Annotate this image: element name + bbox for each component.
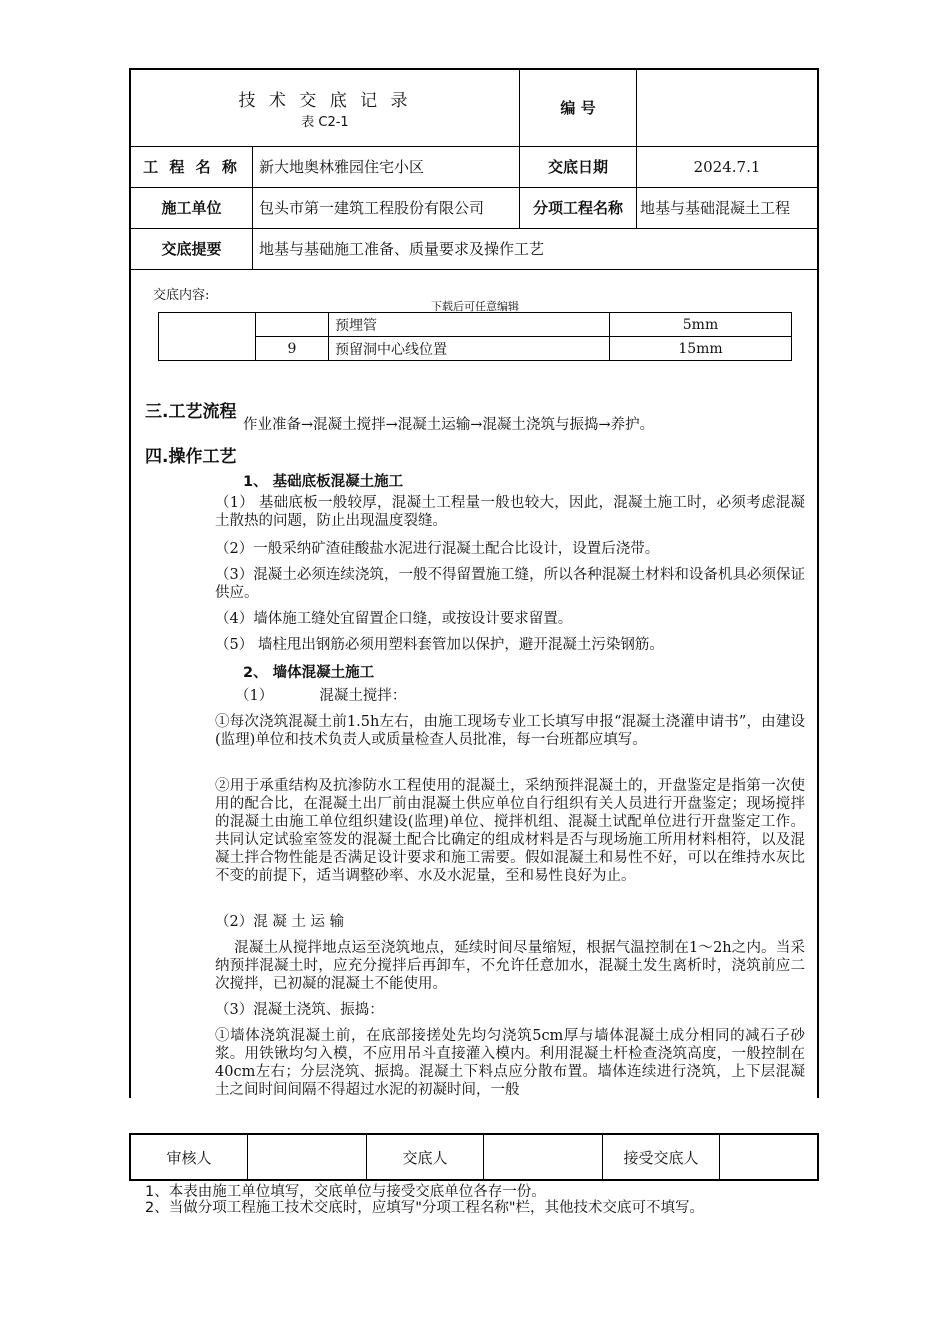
title-cell (130, 69, 520, 146)
unit-value: 包头市第一建筑工程股份有限公司 (259, 199, 485, 217)
signature-table (129, 1133, 819, 1181)
paragraph: ②用于承重结构及抗渗防水工程使用的混凝土，采纳预拌混凝土的，开盘鉴定是指第一次使用的配合比，在混凝土出厂前由混凝土供应单位自行组织有关人员进行开盘鉴定；现场搅拌的混凝土由施工单位组织建设(监理)单位、搅拌机组、混凝土试配单位进行开盘鉴定工作。共同认定试验室签发的混凝土配合比确定的组成材料是否与现场施工所用材料相符，以及混凝土拌合物性能是否满足设计要求和施工需要。假如混凝土和易性不好，可以在维持水灰比不变的前提下，适当调整砂率、水及水泥量，至和易性良好为止。 (215, 778, 805, 884)
summary-value: 地基与基础施工准备、质量要求及操作工艺 (259, 240, 545, 258)
section3-title: 三.工艺流程 (145, 402, 237, 422)
date-label: 交底日期 (520, 146, 637, 187)
form-title: 技 术 交 底 记 录 (238, 90, 412, 111)
subsection1-title: 1、 基础底板混凝土施工 (243, 474, 404, 490)
project-row (130, 146, 520, 187)
footnote-1: 1、本表由施工单位填写，交底单位与接受交底单位各存一份。 (145, 1184, 546, 1200)
row-no (256, 313, 329, 337)
discloser-value[interactable] (484, 1134, 603, 1180)
summary-row (130, 228, 818, 269)
summary-label: 交底提要 (131, 229, 253, 269)
table-cell-blank (159, 313, 256, 361)
row-value: 15mm (610, 337, 792, 361)
watermark-text: 下载后可任意编辑 (431, 300, 519, 313)
date-value: 2024.7.1 (637, 146, 819, 187)
paragraph: （2）一般采纳矿渣硅酸盐水泥进行混凝土配合比设计，设置后浇带。 (215, 541, 660, 557)
table-row (159, 313, 792, 337)
number-value[interactable] (637, 69, 819, 146)
project-label: 工 程 名 称 (131, 147, 253, 187)
header-table (129, 68, 819, 270)
section4-title: 四.操作工艺 (145, 447, 237, 467)
tolerance-table (158, 312, 792, 361)
paragraph: （1） 混凝土搅拌： (235, 688, 407, 704)
row-item: 预留洞中心线位置 (329, 337, 610, 361)
discloser-label: 交底人 (367, 1134, 484, 1180)
receiver-label: 接受交底人 (603, 1134, 720, 1180)
reviewer-label: 审核人 (130, 1134, 248, 1180)
paragraph: （1） 基础底板一般较厚，混凝土工程量一般也较大，因此，混凝土施工时，必须考虑混凝土散热的问题，防止出现温度裂缝。 (215, 495, 805, 529)
section3-text: 作业准备→混凝土搅拌→混凝土运输→混凝土浇筑与振捣→养护。 (243, 417, 655, 433)
form-table-no: 表 C2-1 (301, 114, 349, 130)
paragraph: ①每次浇筑混凝土前1.5h左右，由施工现场专业工长填写申报“混凝土浇灌申请书”，由建设(监理)单位和技术负责人或质量检查人员批准，每一台班都应填写。 (215, 714, 805, 748)
paragraph: （4）墙体施工缝处宜留置企口缝，或按设计要求留置。 (215, 611, 573, 627)
paragraph: （2）混 凝 土 运 输 (215, 914, 345, 930)
paragraph: 混凝土从搅拌地点运至浇筑地点，延续时间尽量缩短，根据气温控制在1～2h之内。当采纳预拌混凝土时，应充分搅拌后再卸车，不允许任意加水，混凝土发生离析时，浇筑前应二次搅拌，已初凝的混凝土不能使用。 (215, 940, 806, 992)
reviewer-value[interactable] (248, 1134, 367, 1180)
row-no: 9 (256, 337, 329, 361)
footnote-2: 2、当做分项工程施工技术交底时，应填写"分项工程名称"栏，其他技术交底可不填写。 (145, 1200, 705, 1216)
content-label: 交底内容: (153, 288, 210, 303)
subsection2-title: 2、 墙体混凝土施工 (243, 665, 375, 681)
project-value: 新大地奥林雅园住宅小区 (259, 158, 425, 176)
subproject-value: 地基与基础混凝土工程 (637, 187, 819, 228)
row-value: 5mm (610, 313, 792, 337)
unit-label: 施工单位 (131, 188, 253, 228)
number-label: 编 号 (520, 69, 637, 146)
subproject-label: 分项工程名称 (520, 187, 637, 228)
row-item: 预埋管 (329, 313, 610, 337)
unit-row (130, 187, 520, 228)
paragraph: （3）混凝土浇筑、振捣： (215, 1002, 384, 1018)
paragraph: ①墙体浇筑混凝土前，在底部接搓处先均匀浇筑5cm厚与墙体混凝土成分相同的减石子砂浆。用铁锹均匀入模，不应用吊斗直接灌入模内。利用混凝土杆检查浇筑高度，一般控制在40cm左右；分层浇筑、振捣。混凝土下料点应分散布置。墙体连续进行浇筑，上下层混凝土之间时间间隔不得超过水泥的初凝时间，一般 (215, 1028, 805, 1098)
paragraph: （5） 墙柱甩出钢筋必须用塑料套管加以保护，避开混凝土污染钢筋。 (215, 637, 664, 653)
paragraph: （3）混凝土必须连续浇筑，一般不得留置施工缝，所以各种混凝土材料和设备机具必须保证供应。 (215, 567, 805, 601)
receiver-value[interactable] (720, 1134, 819, 1180)
